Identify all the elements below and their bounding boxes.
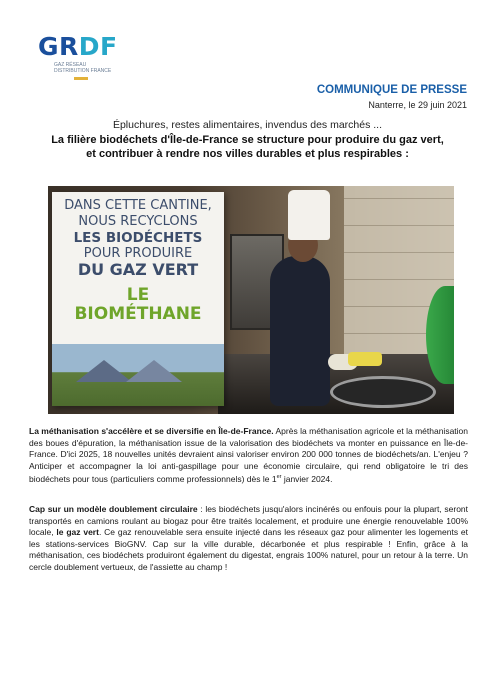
press-release-label: COMMUNIQUE DE PRESSE (316, 84, 467, 96)
poster-line: BIOMÉTHANE (74, 304, 202, 324)
paragraph-2-text-1: : les biodéchets jusqu'alors incinérés ou enfouis pour la plupart, seront transportés en camions roulant au biogaz pour être traités localement, et produire une énergie renouvelable 100% locale, (29, 504, 469, 537)
paragraph-1-lead: La méthanisation s'accélère et se diversifie en Île-de-France. (29, 426, 274, 436)
grdf-logo (38, 34, 128, 84)
kicker: Épluchures, restes alimentaires, invendus des marchés ... (112, 119, 383, 131)
canteen-photo (48, 186, 454, 414)
headline (20, 133, 475, 161)
logo-accent-bar (74, 77, 88, 80)
paragraph-1 (29, 426, 468, 485)
paragraph-1-end: janvier 2024. (281, 473, 333, 484)
waste-bin (330, 376, 436, 408)
dateline: Nanterre, le 29 juin 2021 (368, 100, 467, 110)
logo-wordmark: GRDF (38, 32, 118, 61)
chef (270, 256, 330, 406)
paragraph-2-bold: le gaz vert (56, 527, 99, 537)
poster-line: DU GAZ VERT (77, 260, 199, 279)
logo-tagline: GAZ RÉSEAU DISTRIBUTION FRANCE (54, 62, 112, 74)
biomethane-poster (52, 192, 224, 406)
paragraph-1-text: Après la méthanisation agricole et la méthanisation des boues d'épuration, la méthanisation issue de la valorisation des biodéchets va monter en puissance en Île-de-France. D'ici 2025, 18 nouvelles unités devraient ainsi valoriser environ 200 000 tonnes de biodéchets/an. L'enjeu ? Anticiper et accompagner la loi anti-gaspillage pour une économie circulaire, qui rend obligatoire le tri des biodéchets pour tous (particuliers comme professionnels) dès le 1 (29, 426, 469, 484)
poster-line: LE (126, 285, 150, 305)
poster-line: LES BIODÉCHETS (73, 230, 203, 246)
poster-line: DANS CETTE CANTINE, (64, 198, 212, 213)
headline-line-1: La filière biodéchets d'Île-de-France se structure pour produire du gaz vert, (51, 134, 444, 146)
headline-line-2: et contribuer à rendre nos villes durables et plus respirables : (86, 148, 409, 160)
paragraph-2-text-2: . Ce gaz renouvelable sera ensuite injecté dans les réseaux gaz pour alimenter les logements et les stations-services BioGNV. Cap sur la ville durable, décarbonée et plus respirable ! Enfin, grâce à la méthanisation, ces biodéchets produiront également du digestat, engrais 100% naturel, pour un retour à la terre. Un cercle doublement vertueux, de l'assiette au champ ! (29, 527, 469, 572)
paragraph-2 (29, 504, 468, 573)
poster-line: NOUS RECYCLONS (78, 214, 198, 229)
paragraph-2-lead: Cap sur un modèle doublement circulaire (29, 504, 198, 514)
poster-line: POUR PRODUIRE (83, 246, 193, 261)
chef-hat (288, 190, 330, 240)
ordinal-suffix: er (276, 474, 282, 480)
